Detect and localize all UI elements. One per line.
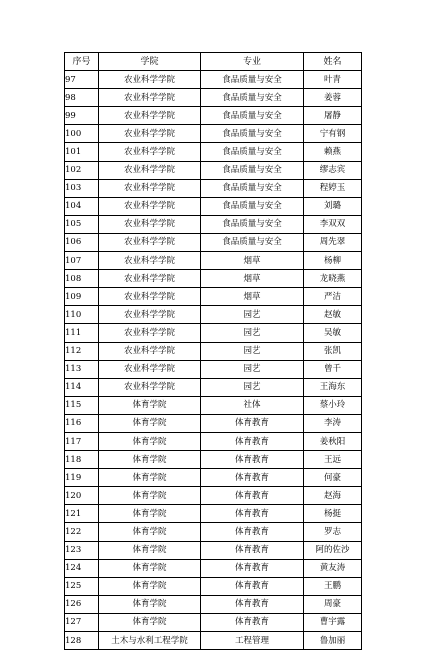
- table-row: [65, 270, 362, 288]
- table-row: [65, 613, 362, 631]
- row-college: 体育学院: [99, 505, 201, 523]
- row-college: 体育学院: [99, 396, 201, 414]
- row-major: 体育教育: [201, 505, 304, 523]
- table-row: [65, 469, 362, 487]
- row-name: 姜蓉: [304, 89, 362, 107]
- row-name: 王鹏: [304, 577, 362, 595]
- row-major: 体育教育: [201, 595, 304, 613]
- row-number: 105: [65, 215, 99, 233]
- table-row: [65, 541, 362, 559]
- table-row: [65, 595, 362, 613]
- table-row: [65, 396, 362, 414]
- table-row: [65, 414, 362, 432]
- row-number: 120: [65, 487, 99, 505]
- table-row: [65, 233, 362, 251]
- row-major: 食品质量与安全: [201, 233, 304, 251]
- table-row: [65, 360, 362, 378]
- row-college: 体育学院: [99, 487, 201, 505]
- row-college: 农业科学学院: [99, 107, 201, 125]
- table-header: [65, 53, 362, 71]
- row-name: 张凯: [304, 342, 362, 360]
- row-number: 98: [65, 89, 99, 107]
- row-name: 屠静: [304, 107, 362, 125]
- row-major: 园艺: [201, 342, 304, 360]
- row-college: 农业科学学院: [99, 125, 201, 143]
- table-row: [65, 107, 362, 125]
- row-major: 社体: [201, 396, 304, 414]
- row-name: 蔡小玲: [304, 396, 362, 414]
- table-row: [65, 215, 362, 233]
- row-major: 体育教育: [201, 469, 304, 487]
- row-college: 体育学院: [99, 595, 201, 613]
- row-number: 115: [65, 396, 99, 414]
- row-number: 101: [65, 143, 99, 161]
- roster-table: [64, 52, 362, 650]
- row-name: 黄友涛: [304, 559, 362, 577]
- row-number: 107: [65, 252, 99, 270]
- row-number: 122: [65, 523, 99, 541]
- table-row: [65, 143, 362, 161]
- row-major: 体育教育: [201, 613, 304, 631]
- table-row: [65, 252, 362, 270]
- table-row: [65, 505, 362, 523]
- row-name: 赵敏: [304, 306, 362, 324]
- row-number: 123: [65, 541, 99, 559]
- header-name: 姓名: [304, 53, 362, 71]
- row-major: 食品质量与安全: [201, 71, 304, 89]
- row-number: 99: [65, 107, 99, 125]
- row-number: 106: [65, 233, 99, 251]
- row-college: 农业科学学院: [99, 161, 201, 179]
- row-name: 严洁: [304, 288, 362, 306]
- row-name: 叶青: [304, 71, 362, 89]
- table-row: [65, 125, 362, 143]
- table-row: [65, 324, 362, 342]
- row-college: 农业科学学院: [99, 215, 201, 233]
- row-college: 农业科学学院: [99, 270, 201, 288]
- table-row: [65, 632, 362, 650]
- row-name: 程婷玉: [304, 179, 362, 197]
- row-college: 农业科学学院: [99, 89, 201, 107]
- row-name: 姜秋阳: [304, 432, 362, 450]
- row-number: 100: [65, 125, 99, 143]
- row-college: 体育学院: [99, 577, 201, 595]
- row-name: 王海东: [304, 378, 362, 396]
- row-number: 102: [65, 161, 99, 179]
- row-college: 体育学院: [99, 613, 201, 631]
- row-number: 127: [65, 613, 99, 631]
- row-name: 杨挺: [304, 505, 362, 523]
- row-number: 116: [65, 414, 99, 432]
- row-name: 阿的佐沙: [304, 541, 362, 559]
- row-number: 104: [65, 197, 99, 215]
- table-row: [65, 487, 362, 505]
- row-name: 周先翠: [304, 233, 362, 251]
- row-college: 农业科学学院: [99, 306, 201, 324]
- table-body: [65, 71, 362, 650]
- row-major: 烟草: [201, 270, 304, 288]
- row-name: 何豪: [304, 469, 362, 487]
- table-row: [65, 523, 362, 541]
- row-major: 工程管理: [201, 632, 304, 650]
- row-name: 宁有钢: [304, 125, 362, 143]
- row-major: 烟草: [201, 252, 304, 270]
- row-name: 罗志: [304, 523, 362, 541]
- row-college: 体育学院: [99, 541, 201, 559]
- row-number: 125: [65, 577, 99, 595]
- header-college: 学院: [99, 53, 201, 71]
- row-number: 121: [65, 505, 99, 523]
- row-name: 鲁加丽: [304, 632, 362, 650]
- table-row: [65, 179, 362, 197]
- row-major: 食品质量与安全: [201, 125, 304, 143]
- row-number: 124: [65, 559, 99, 577]
- header-major: 专业: [201, 53, 304, 71]
- table-row: [65, 432, 362, 450]
- row-name: 龙晓燕: [304, 270, 362, 288]
- row-college: 农业科学学院: [99, 233, 201, 251]
- row-major: 体育教育: [201, 559, 304, 577]
- row-major: 体育教育: [201, 541, 304, 559]
- table-row: [65, 559, 362, 577]
- row-number: 97: [65, 71, 99, 89]
- row-name: 王远: [304, 451, 362, 469]
- row-major: 园艺: [201, 378, 304, 396]
- row-major: 园艺: [201, 324, 304, 342]
- row-number: 118: [65, 451, 99, 469]
- table-row: [65, 577, 362, 595]
- row-number: 112: [65, 342, 99, 360]
- row-college: 农业科学学院: [99, 324, 201, 342]
- row-major: 体育教育: [201, 577, 304, 595]
- row-name: 曾千: [304, 360, 362, 378]
- row-major: 烟草: [201, 288, 304, 306]
- row-name: 杨柳: [304, 252, 362, 270]
- row-college: 体育学院: [99, 559, 201, 577]
- row-number: 114: [65, 378, 99, 396]
- row-number: 108: [65, 270, 99, 288]
- row-college: 农业科学学院: [99, 143, 201, 161]
- row-number: 110: [65, 306, 99, 324]
- row-number: 113: [65, 360, 99, 378]
- row-college: 农业科学学院: [99, 71, 201, 89]
- row-major: 体育教育: [201, 432, 304, 450]
- row-number: 111: [65, 324, 99, 342]
- row-number: 109: [65, 288, 99, 306]
- table-row: [65, 306, 362, 324]
- row-major: 食品质量与安全: [201, 197, 304, 215]
- row-major: 食品质量与安全: [201, 215, 304, 233]
- row-name: 赖燕: [304, 143, 362, 161]
- table-row: [65, 197, 362, 215]
- row-major: 食品质量与安全: [201, 179, 304, 197]
- row-major: 园艺: [201, 306, 304, 324]
- row-college: 农业科学学院: [99, 360, 201, 378]
- row-number: 126: [65, 595, 99, 613]
- row-major: 体育教育: [201, 414, 304, 432]
- row-college: 农业科学学院: [99, 378, 201, 396]
- row-name: 赵海: [304, 487, 362, 505]
- header-row: [65, 53, 362, 71]
- header-no: 序号: [65, 53, 99, 71]
- row-major: 食品质量与安全: [201, 107, 304, 125]
- row-college: 土木与水利工程学院: [99, 632, 201, 650]
- row-major: 体育教育: [201, 523, 304, 541]
- row-name: 刘璐: [304, 197, 362, 215]
- row-college: 体育学院: [99, 451, 201, 469]
- row-college: 体育学院: [99, 414, 201, 432]
- table-row: [65, 288, 362, 306]
- row-number: 119: [65, 469, 99, 487]
- document-page: [64, 52, 361, 650]
- table-row: [65, 342, 362, 360]
- row-college: 体育学院: [99, 523, 201, 541]
- row-college: 农业科学学院: [99, 179, 201, 197]
- row-name: 周豪: [304, 595, 362, 613]
- row-college: 农业科学学院: [99, 252, 201, 270]
- row-major: 体育教育: [201, 487, 304, 505]
- row-major: 食品质量与安全: [201, 143, 304, 161]
- row-name: 曹宇露: [304, 613, 362, 631]
- row-major: 食品质量与安全: [201, 89, 304, 107]
- row-name: 缪志宾: [304, 161, 362, 179]
- row-number: 103: [65, 179, 99, 197]
- row-college: 体育学院: [99, 469, 201, 487]
- row-name: 李双双: [304, 215, 362, 233]
- row-name: 吴敏: [304, 324, 362, 342]
- row-college: 农业科学学院: [99, 197, 201, 215]
- row-major: 食品质量与安全: [201, 161, 304, 179]
- row-number: 117: [65, 432, 99, 450]
- row-major: 体育教育: [201, 451, 304, 469]
- row-college: 体育学院: [99, 432, 201, 450]
- table-row: [65, 378, 362, 396]
- row-name: 李涛: [304, 414, 362, 432]
- row-college: 农业科学学院: [99, 342, 201, 360]
- row-college: 农业科学学院: [99, 288, 201, 306]
- table-row: [65, 161, 362, 179]
- row-number: 128: [65, 632, 99, 650]
- table-row: [65, 89, 362, 107]
- row-major: 园艺: [201, 360, 304, 378]
- table-row: [65, 451, 362, 469]
- table-row: [65, 71, 362, 89]
